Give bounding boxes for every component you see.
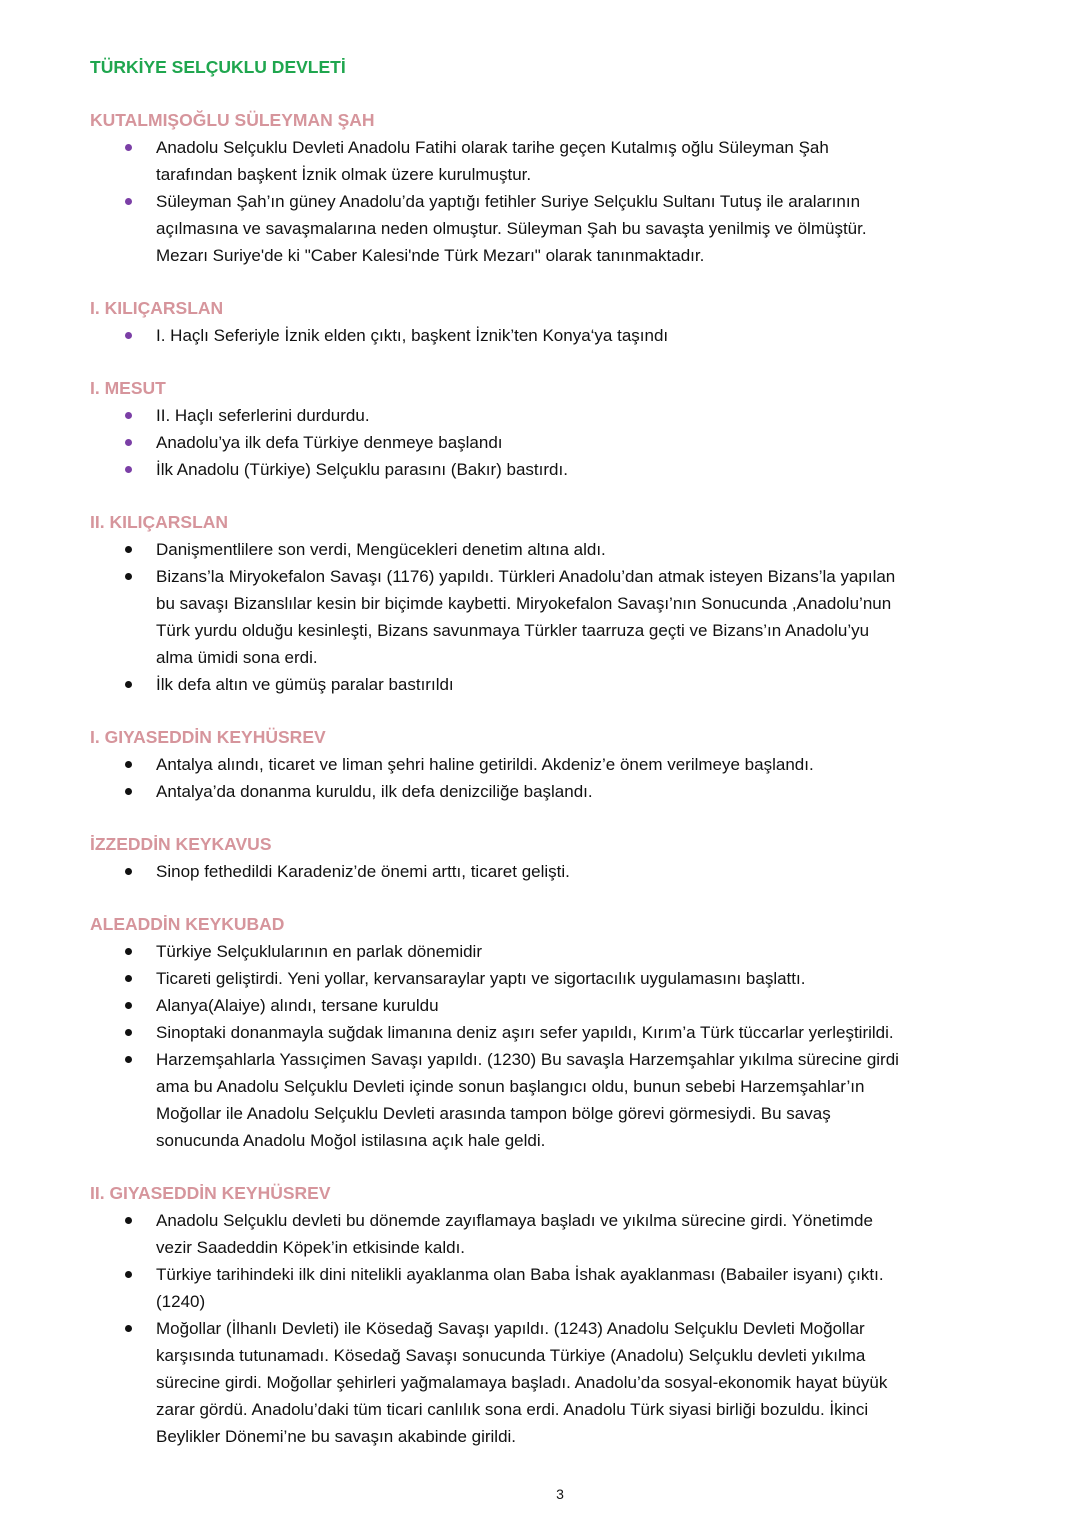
list-item-text: Anadolu’ya ilk defa Türkiye denmeye başlandı [156, 433, 503, 452]
section-heading: KUTALMIŞOĞLU SÜLEYMAN ŞAH [90, 110, 375, 130]
list-item [90, 402, 1030, 429]
document-title: TÜRKİYE SELÇUKLU DEVLETİ [90, 57, 346, 77]
list-item [90, 1207, 1030, 1261]
bullet-icon [125, 573, 132, 580]
list-item-text: bu savaşı Bizanslılar kesin bir biçimde kaybetti. Miryokefalon Savaşı’nın Sonucunda ,Anadolu’nun [156, 594, 892, 613]
section [90, 509, 1030, 698]
bullet-icon [125, 868, 132, 875]
list-item-text: Harzemşahlarla Yassıçimen Savaşı yapıldı. (1230) Bu savaşla Harzemşahlar yıkılma sürecine girdi [156, 1050, 899, 1069]
list-item-text: Beylikler Dönemi’ne bu savaşın akabinde girildi. [156, 1427, 517, 1446]
list-item-text: İlk defa altın ve gümüş paralar bastırıldı [156, 675, 454, 694]
bullet-list [90, 134, 1030, 269]
section-heading: I. GIYASEDDİN KEYHÜSREV [90, 727, 326, 747]
list-item-text: tarafından başkent İznik olmak üzere kurulmuştur. [156, 165, 532, 184]
section [90, 375, 1030, 483]
page-number: 3 [556, 1486, 564, 1502]
list-item-text: Türkiye tarihindeki ilk dini nitelikli ayaklanma olan Baba İshak ayaklanması (Babailer isyanı) çıktı. [156, 1265, 884, 1284]
list-item-text: Türk yurdu olduğu kesinleşti, Bizans savunmaya Türkler taarruza geçti ve Bizans’ın Anadolu’yu [156, 621, 870, 640]
list-item-text: açılmasına ve savaşmalarına neden olmuştur. Süleyman Şah bu savaşta yenilmiş ve ölmüştür. [156, 219, 867, 238]
list-item-text: alma ümidi sona erdi. [156, 648, 318, 667]
section [90, 831, 1030, 885]
bullet-list [90, 322, 1030, 349]
list-item [90, 965, 1030, 992]
document-page [90, 54, 1030, 1450]
list-item [90, 778, 1030, 805]
bullet-icon [125, 466, 132, 473]
bullet-icon [125, 1271, 132, 1278]
list-item-text: İlk Anadolu (Türkiye) Selçuklu parasını (Bakır) bastırdı. [156, 460, 568, 479]
section-heading: I. KILIÇARSLAN [90, 298, 224, 318]
bullet-icon [125, 546, 132, 553]
section [90, 295, 1030, 349]
list-item-text: Bizans’la Miryokefalon Savaşı (1176) yapıldı. Türkleri Anadolu’dan atmak isteyen Bizans’la yapılan [156, 567, 896, 586]
list-item-text: I. Haçlı Seferiyle İznik elden çıktı, başkent İznik’ten Konya‘ya taşındı [156, 326, 669, 345]
list-item-text: Moğollar (İlhanlı Devleti) ile Kösedağ Savaşı yapıldı. (1243) Anadolu Selçuklu Devleti Moğollar [156, 1319, 865, 1338]
section [90, 724, 1030, 805]
bullet-list [90, 858, 1030, 885]
list-item-text: Süleyman Şah’ın güney Anadolu’da yaptığı fetihler Suriye Selçuklu Sultanı Tutuş ile aralarının [156, 192, 861, 211]
bullet-list [90, 1207, 1030, 1450]
list-item-text: sonucunda Anadolu Moğol istilasına açık hale geldi. [156, 1131, 546, 1150]
list-item [90, 938, 1030, 965]
list-item-text: vezir Saadeddin Köpek’in etkisinde kaldı. [156, 1238, 466, 1257]
list-item-text: Anadolu Selçuklu Devleti Anadolu Fatihi olarak tarihe geçen Kutalmış oğlu Süleyman Şah [156, 138, 829, 157]
list-item-text: Moğollar ile Anadolu Selçuklu Devleti arasında tampon bölge görevi görmesiydi. Bu savaş [156, 1104, 831, 1123]
section-heading: I. MESUT [90, 378, 166, 398]
list-item [90, 1046, 1030, 1154]
bullet-icon [125, 1002, 132, 1009]
list-item-text: Danişmentlilere son verdi, Mengücekleri denetim altına aldı. [156, 540, 606, 559]
bullet-icon [125, 975, 132, 982]
bullet-icon [125, 1325, 132, 1332]
bullet-icon [125, 439, 132, 446]
list-item-text: Alanya(Alaiye) alındı, tersane kuruldu [156, 996, 439, 1015]
list-item-text: Sinop fethedildi Karadeniz’de önemi arttı, ticaret gelişti. [156, 862, 570, 881]
bullet-icon [125, 948, 132, 955]
bullet-list [90, 402, 1030, 483]
list-item [90, 992, 1030, 1019]
list-item [90, 188, 1030, 269]
list-item-text: Sinoptaki donanmayla suğdak limanına deniz aşırı sefer yapıldı, Kırım’a Türk tüccarlar yerleştirildi. [156, 1023, 894, 1042]
list-item-text: zarar gördü. Anadolu’daki tüm ticari canlılık sona erdi. Anadolu Türk siyasi birliği bozuldu. İkinci [156, 1400, 869, 1419]
list-item [90, 536, 1030, 563]
section-heading: ALEADDİN KEYKUBAD [90, 914, 285, 934]
bullet-icon [125, 761, 132, 768]
list-item [90, 1315, 1030, 1450]
list-item-text: Antalya alındı, ticaret ve liman şehri haline getirildi. Akdeniz’e önem verilmeye başlandı. [156, 755, 814, 774]
bullet-list [90, 536, 1030, 698]
list-item-text: sürecine girdi. Moğollar şehirleri yağmalamaya başladı. Anadolu’da sosyal-ekonomik hayat büyük [156, 1373, 888, 1392]
list-item-text: karşısında tutunamadı. Kösedağ Savaşı sonucunda Türkiye (Anadolu) Selçuklu devleti yıkılma [156, 1346, 866, 1365]
list-item [90, 322, 1030, 349]
list-item [90, 456, 1030, 483]
bullet-icon [125, 198, 132, 205]
list-item-text: II. Haçlı seferlerini durdurdu. [156, 406, 370, 425]
list-item-text: ama bu Anadolu Selçuklu Devleti içinde sonun başlangıcı oldu, bunun sebebi Harzemşahlar’ın [156, 1077, 865, 1096]
list-item [90, 858, 1030, 885]
bullet-icon [125, 681, 132, 688]
section-heading: İZZEDDİN KEYKAVUS [90, 834, 272, 854]
bullet-list [90, 938, 1030, 1154]
section [90, 1180, 1030, 1450]
list-item [90, 563, 1030, 671]
list-item-text: Mezarı Suriye'de ki "Caber Kalesi'nde Türk Mezarı" olarak tanınmaktadır. [156, 246, 705, 265]
list-item [90, 1261, 1030, 1315]
bullet-icon [125, 144, 132, 151]
list-item [90, 671, 1030, 698]
list-item-text: Antalya’da donanma kuruldu, ilk defa denizciliğe başlandı. [156, 782, 593, 801]
bullet-icon [125, 412, 132, 419]
section-heading: II. KILIÇARSLAN [90, 512, 229, 532]
list-item [90, 134, 1030, 188]
bullet-icon [125, 1029, 132, 1036]
bullet-icon [125, 788, 132, 795]
list-item-text: Anadolu Selçuklu devleti bu dönemde zayıflamaya başladı ve yıkılma sürecine girdi. Yönetimde [156, 1211, 873, 1230]
list-item [90, 429, 1030, 456]
section-heading: II. GIYASEDDİN KEYHÜSREV [90, 1183, 331, 1203]
list-item [90, 751, 1030, 778]
bullet-icon [125, 1056, 132, 1063]
section [90, 107, 1030, 269]
section [90, 911, 1030, 1154]
list-item-text: Türkiye Selçuklularının en parlak dönemidir [156, 942, 482, 961]
list-item [90, 1019, 1030, 1046]
bullet-list [90, 751, 1030, 805]
bullet-icon [125, 1217, 132, 1224]
list-item-text: (1240) [156, 1292, 206, 1311]
list-item-text: Ticareti geliştirdi. Yeni yollar, kervansaraylar yaptı ve sigortacılık uygulamasını başlattı. [156, 969, 806, 988]
bullet-icon [125, 332, 132, 339]
